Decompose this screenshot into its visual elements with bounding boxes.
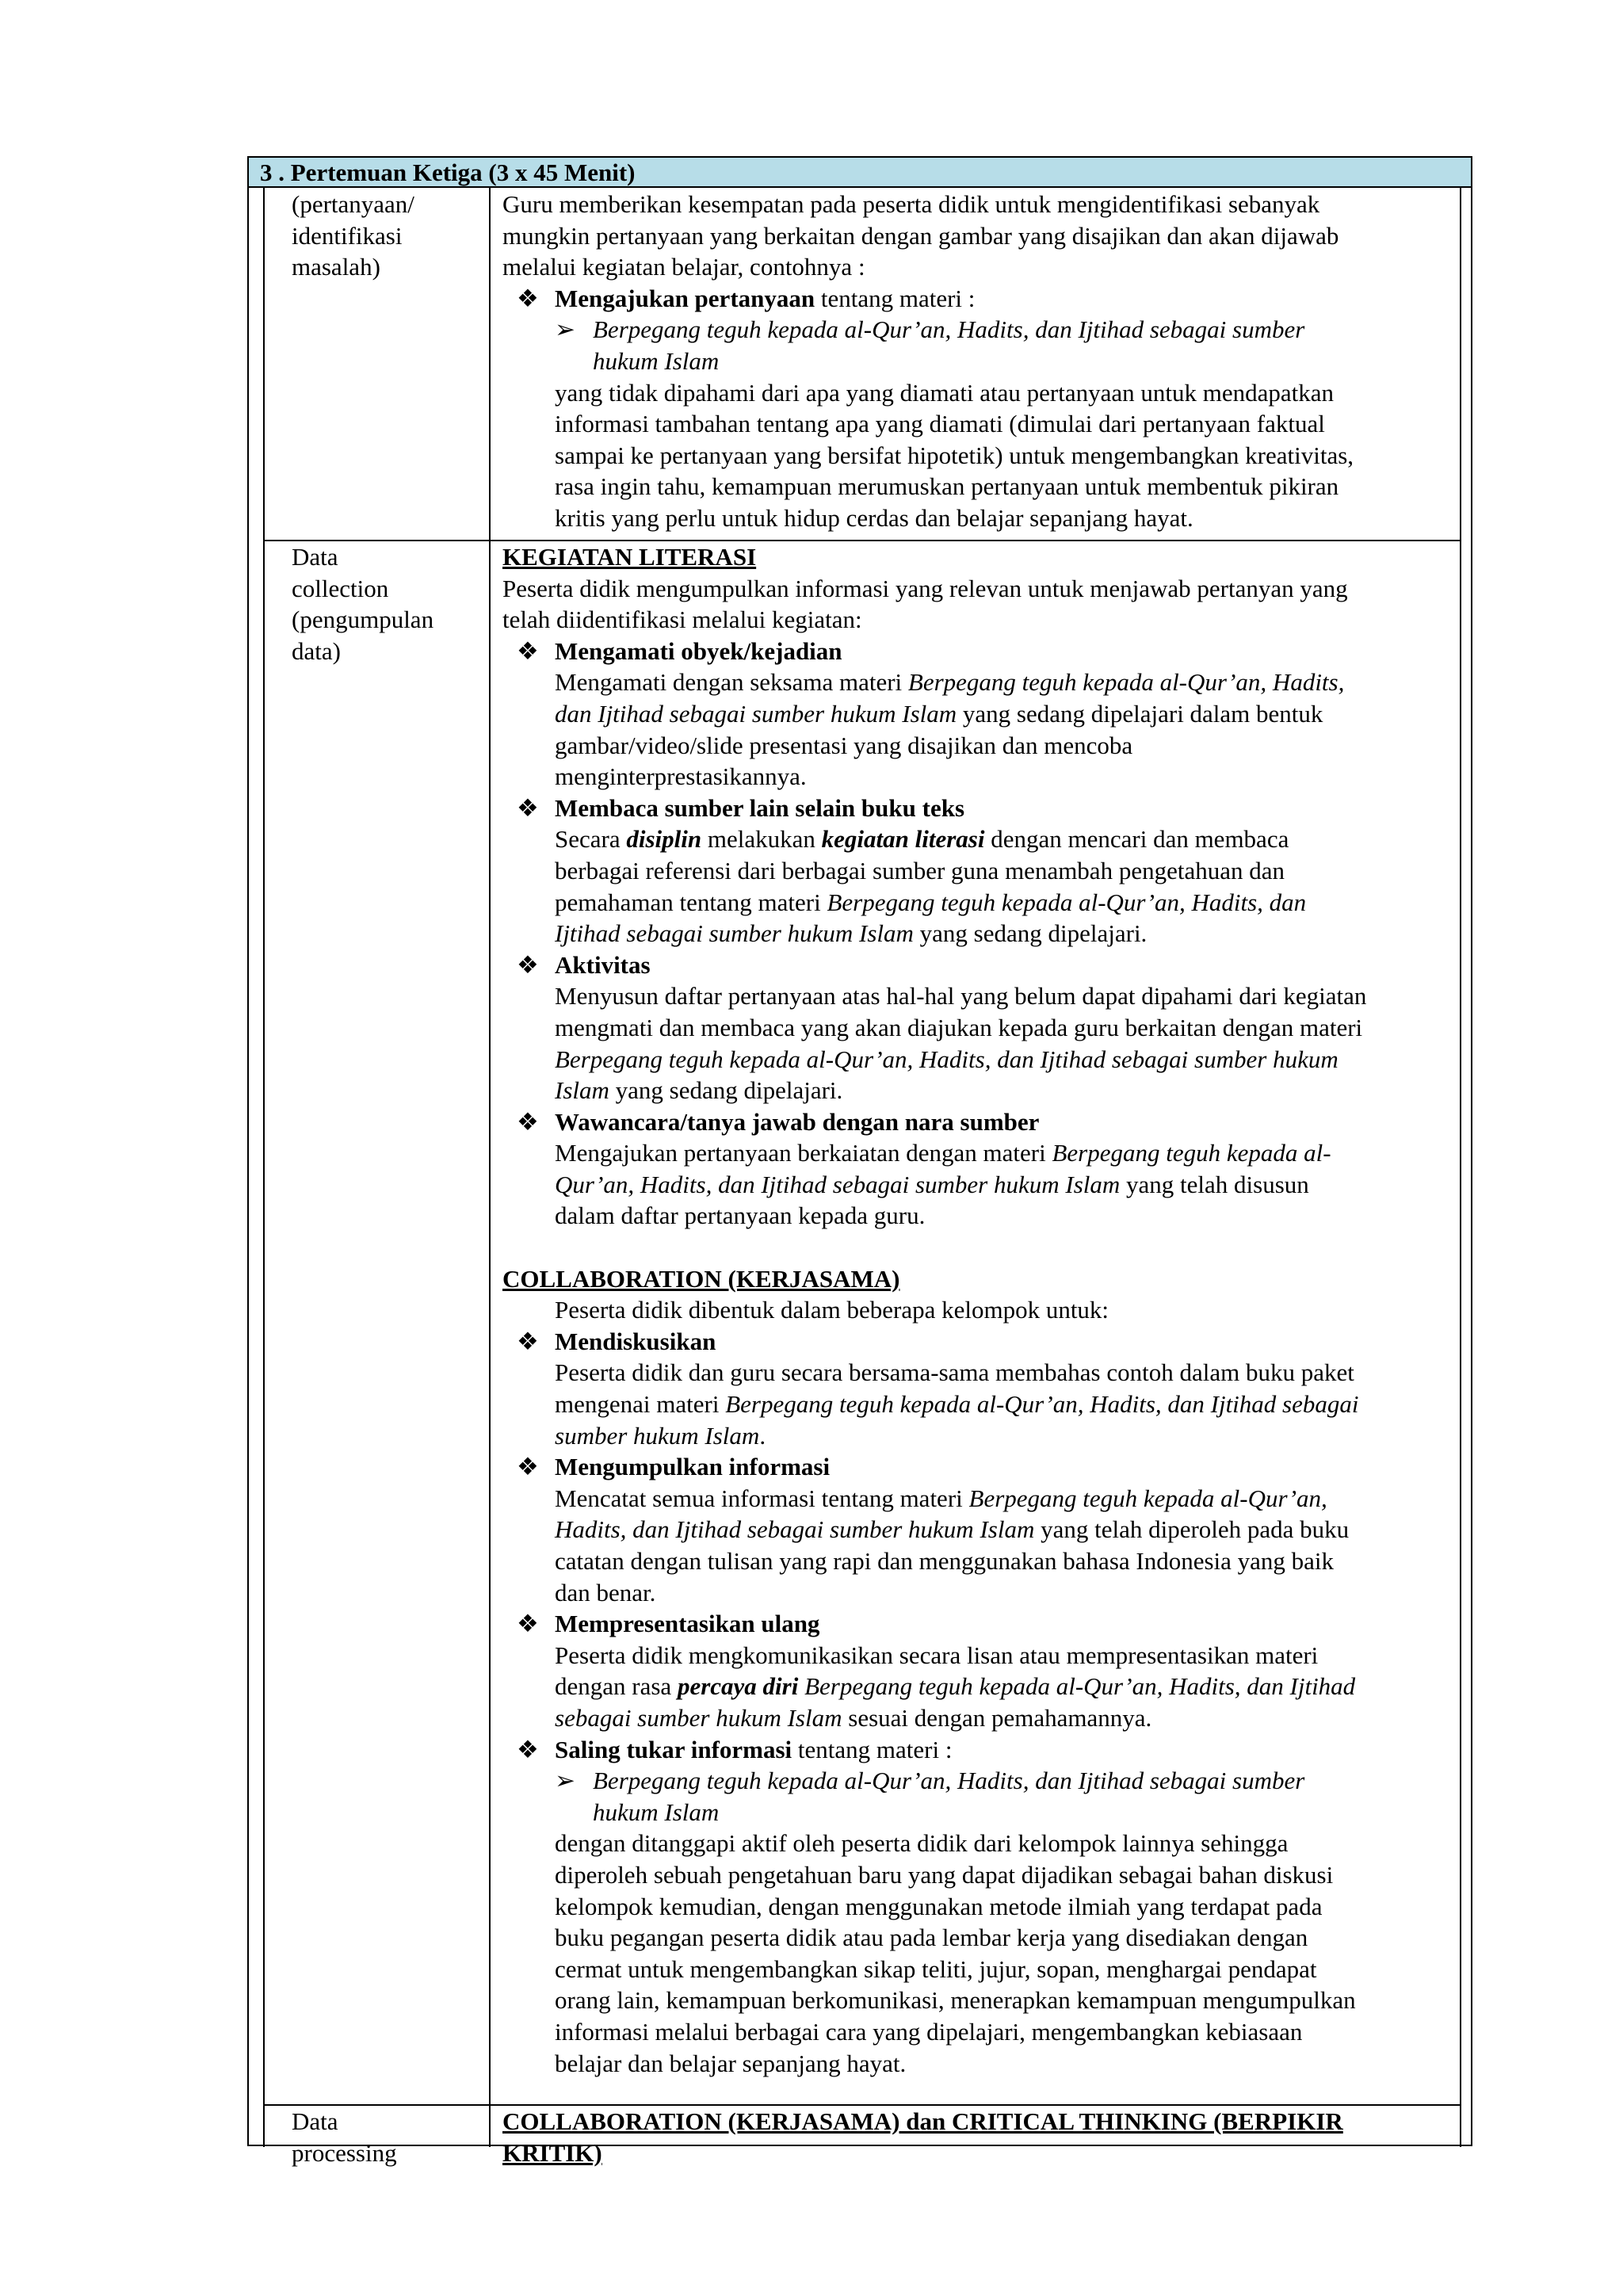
text: Mencatat semua informasi tentang materi <box>555 1484 969 1512</box>
text: Berpegang teguh kepada al-Qur’an, <box>968 1484 1327 1512</box>
text-line: belajar dan belajar sepanjang hayat. <box>555 2049 907 2077</box>
text: Islam <box>555 1076 609 1105</box>
diamond-bullet-icon: ❖ <box>517 793 539 822</box>
text-line: menginterprestasikannya. <box>555 762 807 791</box>
section-heading: KRITIK) <box>502 2138 602 2167</box>
text: Berpegang teguh kepada al-Qur’an, Hadits, dan Ijtihad sebagai sumber <box>593 1767 1305 1795</box>
section-heading: COLLABORATION (KERJASAMA) <box>502 1264 900 1293</box>
bullet-item <box>502 1608 1453 1640</box>
text-line: Peserta didik mengkomunikasikan secara lisan atau mempresentasikan materi <box>555 1641 1319 1669</box>
sub-bullet-item <box>502 1765 1453 1797</box>
text-line: sampai ke pertanyaan yang bersifat hipotetik) untuk mengembangkan kreativitas, <box>555 441 1354 469</box>
text: tentang materi : <box>815 284 976 312</box>
text: Berpegang teguh kepada al-Qur’an, Hadits, <box>907 668 1345 697</box>
text: Ijtihad sebagai sumber hukum Islam <box>555 919 914 948</box>
text-line: Peserta didik dibentuk dalam beberapa kelompok untuk: <box>555 1296 1109 1324</box>
text-line: melalui kegiatan belajar, contohnya : <box>502 253 865 281</box>
diamond-bullet-icon: ❖ <box>517 1735 539 1763</box>
arrow-bullet-icon: ➢ <box>555 1767 575 1795</box>
table-header: 3 . Pertemuan Ketiga (3 x 45 Menit) <box>249 158 1471 188</box>
text-line: kelompok kemudian, dengan menggunakan metode ilmiah yang terdapat pada <box>555 1892 1323 1920</box>
text: dengan mencari dan membaca <box>984 825 1289 854</box>
text: sumber hukum Islam <box>555 1421 760 1450</box>
text-line <box>502 698 1453 730</box>
text-line: telah diidentifikasi melalui kegiatan: <box>502 606 862 634</box>
blank-line <box>502 1232 1453 1263</box>
arrow-bullet-icon: ➢ <box>555 315 575 344</box>
label-line: (pertanyaan/ <box>292 190 414 218</box>
text-line: dalam daftar pertanyaan kepada guru. <box>555 1201 926 1230</box>
text: tentang materi : <box>792 1735 953 1763</box>
text-line <box>502 1137 1453 1169</box>
diamond-bullet-icon: ❖ <box>517 284 539 312</box>
text: yang sedang dipelajari. <box>913 919 1148 948</box>
text: dan Ijtihad sebagai sumber hukum Islam <box>555 699 957 728</box>
column-divider <box>489 188 491 2147</box>
label-line: processing <box>292 2138 397 2167</box>
row-content-identifikasi <box>502 189 1453 534</box>
text-line <box>502 918 1453 949</box>
text: Qur’an, Hadits, dan Ijtihad sebagai sumber hukum Islam <box>555 1170 1121 1198</box>
diamond-bullet-icon: ❖ <box>517 950 539 979</box>
text-line: diperoleh sebuah pengetahuan baru yang dapat dijadikan sebagai bahan diskusi <box>555 1860 1334 1889</box>
text-line: kritis yang perlu untuk hidup cerdas dan belajar sepanjang hayat. <box>555 503 1193 532</box>
text: dengan rasa <box>555 1672 678 1701</box>
label-line: collection <box>292 574 389 602</box>
text-line: cermat untuk mengembangkan sikap teliti, jujur, sopan, menghargai pendapat <box>555 1954 1317 1983</box>
diamond-bullet-icon: ❖ <box>517 1610 539 1638</box>
bullet-item <box>502 636 1453 667</box>
bullet-title: Mengajukan pertanyaan <box>555 284 815 312</box>
text-line: berbagai referensi dari berbagai sumber guna menambah pengetahuan dan <box>555 856 1285 884</box>
text-line: rasa ingin tahu, kemampuan merumuskan pertanyaan untuk membentuk pikiran <box>555 472 1339 501</box>
text-line: mungkin pertanyaan yang berkaitan dengan gambar yang disajikan dan akan dijawab <box>502 221 1339 250</box>
text: Hadits, dan Ijtihad sebagai sumber hukum Islam <box>555 1515 1035 1544</box>
text-line <box>502 1420 1453 1452</box>
bullet-item <box>502 283 1453 315</box>
row-content-data-collection <box>502 541 1453 2079</box>
text-line: catatan dengan tulisan yang rapi dan menggunakan bahasa Indonesia yang baik <box>555 1547 1335 1575</box>
text: yang telah diperoleh pada buku <box>1034 1515 1350 1544</box>
text-line <box>502 667 1453 698</box>
section-heading: COLLABORATION (KERJASAMA) dan CRITICAL THINKING (BERPIKIR <box>502 2107 1343 2135</box>
text: Berpegang teguh kepada al-Qur’an, Hadits, dan Ijtihad sebagai <box>725 1390 1359 1419</box>
text-line: dengan ditanggapi aktif oleh peserta didik dari kelompok lainnya sehingga <box>555 1829 1289 1858</box>
text-line <box>502 1169 1453 1201</box>
bullet-title: Saling tukar informasi <box>555 1735 792 1763</box>
label-line: data) <box>292 636 341 665</box>
text-line: gambar/video/slide presentasi yang disajikan dan mencoba <box>555 731 1133 759</box>
text-line: mengmati dan membaca yang akan diajukan kepada guru berkaitan dengan materi <box>555 1013 1363 1041</box>
text: pemahaman tentang materi <box>555 888 827 916</box>
bullet-item <box>502 1451 1453 1483</box>
section-heading: KEGIATAN LITERASI <box>502 543 757 571</box>
label-line: identifikasi <box>292 221 403 250</box>
row-label-data-processing <box>292 2106 482 2168</box>
text: Berpegang teguh kepada al-Qur’an, Hadits, dan <box>827 888 1307 916</box>
bullet-item <box>502 949 1453 981</box>
row-label-identifikasi <box>292 189 482 283</box>
text-line <box>502 823 1453 855</box>
bullet-item <box>502 793 1453 824</box>
text-line: orang lain, kemampuan berkomunikasi, menerapkan kemampuan mengumpulkan <box>555 1986 1356 2015</box>
label-line: Data <box>292 2107 338 2135</box>
text-line: hukum Islam <box>593 1797 720 1826</box>
text-line <box>502 1702 1453 1734</box>
text-line: informasi tambahan tentang apa yang diamati (dimulai dari pertanyaan faktual <box>555 410 1325 438</box>
text: Berpegang teguh kepada al-Qur’an, Hadits, dan Ijtihad sebagai sumber <box>593 315 1305 344</box>
bullet-title: Mempresentasikan ulang <box>555 1610 820 1638</box>
diamond-bullet-icon: ❖ <box>517 1327 539 1355</box>
text-line: Peserta didik mengumpulkan informasi yang relevan untuk menjawab pertanyan yang <box>502 574 1348 602</box>
bullet-item <box>502 1106 1453 1138</box>
bullet-title: Wawancara/tanya jawab dengan nara sumber <box>555 1107 1040 1136</box>
text: Berpegang teguh kepada al-Qur’an, Hadits, dan Ijtihad <box>798 1672 1356 1701</box>
row-content-data-processing <box>502 2106 1453 2168</box>
row-label-data-collection <box>292 541 482 667</box>
label-line: (pengumpulan <box>292 606 434 634</box>
text: kegiatan literasi <box>821 825 985 854</box>
text-line: yang tidak dipahami dari apa yang diamati atau pertanyaan untuk mendapatkan <box>555 378 1335 407</box>
text-line <box>502 1075 1453 1106</box>
bullet-item <box>502 1326 1453 1358</box>
bullet-title: Mengumpulkan informasi <box>555 1453 831 1481</box>
text-line: Menyusun daftar pertanyaan atas hal-hal yang belum dapat dipahami dari kegiatan <box>555 982 1367 1010</box>
text: Berpegang teguh kepada al- <box>1052 1139 1331 1167</box>
text-line <box>502 1514 1453 1545</box>
bullet-title: Mengamati obyek/kejadian <box>555 636 842 665</box>
text-line: hukum Islam <box>593 346 720 375</box>
text: Secara <box>555 825 627 854</box>
bullet-title: Mendiskusikan <box>555 1327 716 1355</box>
text-line <box>502 1483 1453 1515</box>
diamond-bullet-icon: ❖ <box>517 636 539 665</box>
bullet-title: Aktivitas <box>555 950 651 979</box>
text-line: Guru memberikan kesempatan pada peserta didik untuk mengidentifikasi sebanyak <box>502 190 1320 218</box>
diamond-bullet-icon: ❖ <box>517 1107 539 1136</box>
text: Mengajukan pertanyaan berkaiatan dengan materi <box>555 1139 1052 1167</box>
text: disiplin <box>626 825 702 854</box>
diamond-bullet-icon: ❖ <box>517 1453 539 1481</box>
table-body <box>263 188 1461 2167</box>
bullet-item <box>502 1734 1453 1766</box>
text: Mengamati dengan seksama materi <box>555 668 908 697</box>
sub-bullet-item <box>502 314 1453 346</box>
text-line <box>502 887 1453 919</box>
text: yang sedang dipelajari dalam bentuk <box>957 699 1323 728</box>
text-line: buku pegangan peserta didik atau pada lembar kerja yang disediakan dengan <box>555 1924 1308 1952</box>
label-line: masalah) <box>292 253 380 281</box>
lesson-table <box>247 156 1472 2167</box>
text-line: dan benar. <box>555 1578 656 1606</box>
text: . <box>759 1421 766 1450</box>
text-line: informasi melalui berbagai cara yang dipelajari, mengembangkan kebiasaan <box>555 2017 1303 2046</box>
text: sebagai sumber hukum Islam <box>555 1703 842 1732</box>
text: percaya diri <box>677 1672 799 1701</box>
text: yang sedang dipelajari. <box>609 1076 843 1105</box>
bullet-title: Membaca sumber lain selain buku teks <box>555 793 965 822</box>
text: mengenai materi <box>555 1390 726 1419</box>
text: melakukan <box>701 825 822 854</box>
text-line <box>502 1389 1453 1420</box>
text-line <box>502 1671 1453 1702</box>
label-line: Data <box>292 543 338 571</box>
text-line: Berpegang teguh kepada al-Qur’an, Hadits, dan Ijtihad sebagai sumber hukum <box>555 1045 1338 1073</box>
text: sesuai dengan pemahamannya. <box>842 1703 1152 1732</box>
text-line: Peserta didik dan guru secara bersama-sama membahas contoh dalam buku paket <box>555 1358 1354 1387</box>
text: yang telah disusun <box>1120 1170 1309 1198</box>
